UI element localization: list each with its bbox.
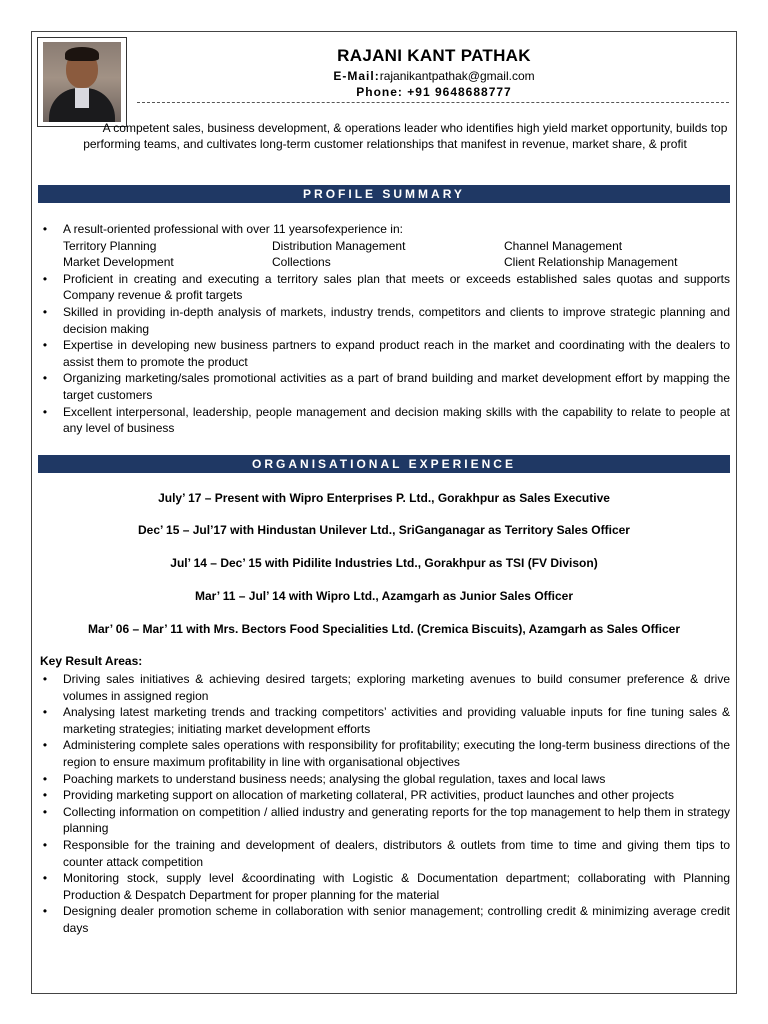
- list-item: [40, 903, 730, 936]
- kra-point: Providing marketing support on allocation of marketing collateral, PR activities, product launches and other projects: [63, 788, 674, 803]
- list-item: [40, 671, 730, 704]
- kra-point: Monitoring stock, supply level &coordinating with Logistic & Documentation department; collaborating with Planning Production & Despatch Department for proper planning for the material: [63, 871, 730, 902]
- skill-item: Collections: [272, 255, 331, 270]
- kra-point: Administering complete sales operations with responsibility for profitability; executing the long-term business directions of the region to ensure maximum profitability in line with organisational objectives: [63, 738, 730, 769]
- list-item: [40, 271, 730, 304]
- profile-summary-heading: PROFILE SUMMARY: [38, 185, 730, 203]
- experience-heading: ORGANISATIONAL EXPERIENCE: [38, 455, 730, 473]
- list-item: [40, 787, 730, 804]
- list-item: [40, 704, 730, 737]
- skill-item: Distribution Management: [272, 238, 406, 253]
- kra-point: Collecting information on competition / allied industry and generating reports for the top management to help them in strategy planning: [63, 804, 730, 836]
- email-address[interactable]: rajanikantpathak@gmail.com: [379, 69, 535, 83]
- bullet-icon: •: [42, 222, 48, 236]
- experience-role: Jul’ 14 – Dec’ 15 with Pidilite Industries Ltd., Gorakhpur as TSI (FV Divison): [170, 556, 598, 570]
- list-item: [40, 404, 730, 437]
- bullet-icon: •: [42, 705, 48, 720]
- summary-point: Skilled in providing in-depth analysis of markets, industry trends, competitors and clients to improve strategic planning and decision making: [63, 304, 730, 336]
- bullet-icon: •: [42, 788, 48, 803]
- skill-item: Channel Management: [504, 238, 623, 253]
- list-item: [40, 870, 730, 903]
- bullet-icon: •: [42, 771, 48, 786]
- experience-role: Mar’ 06 – Mar’ 11 with Mrs. Bectors Food Specialities Ltd. (Cremica Biscuits), Azamgarh as Sales Officer: [88, 622, 680, 636]
- intro-statement: [42, 120, 728, 152]
- list-item: [40, 837, 730, 870]
- bullet-icon: •: [42, 904, 48, 919]
- portrait-image: [43, 42, 121, 122]
- key-result-areas-heading: Key Result Areas:: [40, 654, 143, 668]
- bullet-icon: •: [42, 837, 48, 852]
- skill-item: Territory Planning: [63, 238, 157, 253]
- email-line: [140, 69, 728, 83]
- list-item: [40, 304, 730, 337]
- bullet-icon: •: [42, 404, 48, 419]
- kra-point: Driving sales initiatives & achieving desired targets; exploring marketing avenues to build consumer preference & drive volumes in assigned region: [63, 672, 730, 703]
- summary-point: Expertise in developing new business partners to expand product reach in the market and coordinating with the dealers to assist them to promote the product: [63, 338, 730, 369]
- summary-lead: A result-oriented professional with over 11 yearsofexperience in:: [63, 222, 403, 236]
- summary-point: Proficient in creating and executing a territory sales plan that meets or exceeds established sales quotas and supports Company revenue & profit targets: [63, 271, 730, 303]
- experience-role: July’ 17 – Present with Wipro Enterprises P. Ltd., Gorakhpur as Sales Executive: [158, 491, 610, 505]
- kra-point: Responsible for the training and development of dealers, distributors & outlets from time to time and giving them tips to counter attack competition: [63, 837, 730, 869]
- phone-label: Phone:: [356, 85, 403, 99]
- kra-point: Analysing latest marketing trends and tracking competitors’ activities and providing valuable inputs for fine tuning sales & marketing strategies; initiating market development efforts: [63, 705, 730, 736]
- list-item: [40, 771, 730, 788]
- intro-text: A competent sales, business development, & operations leader who identifies high yield market opportunity, builds top performing teams, and cultivates long-term customer relationships that manifest in revenue, market share, & profit: [83, 121, 728, 151]
- skill-item: Market Development: [63, 255, 174, 270]
- header-divider: [137, 102, 729, 103]
- bullet-icon: •: [42, 271, 48, 286]
- bullet-icon: •: [42, 304, 48, 319]
- skills-grid: [63, 238, 730, 271]
- bullet-icon: •: [42, 738, 48, 753]
- bullet-icon: •: [42, 371, 48, 386]
- list-item: [40, 370, 730, 403]
- profile-summary-list: [40, 221, 730, 437]
- bullet-icon: •: [42, 338, 48, 353]
- list-item: [40, 737, 730, 770]
- list-item: [40, 804, 730, 837]
- phone-line: [140, 85, 728, 99]
- key-result-areas-list: [40, 671, 730, 937]
- phone-number: +91 9648688777: [407, 85, 512, 99]
- email-label: E-Mail:: [333, 69, 380, 83]
- summary-point: Organizing marketing/sales promotional activities as a part of brand building and market development effort by mapping the target customers: [63, 371, 730, 402]
- candidate-name: RAJANI KANT PATHAK: [337, 46, 531, 65]
- kra-point: Poaching markets to understand business needs; analysing the global regulation, taxes and local laws: [63, 771, 606, 786]
- skill-item: Client Relationship Management: [504, 255, 678, 270]
- kra-point: Designing dealer promotion scheme in collaboration with senior management; controlling credit & minimizing average credit days: [63, 904, 730, 935]
- profile-photo: [37, 37, 127, 127]
- list-item: [40, 337, 730, 370]
- bullet-icon: •: [42, 804, 48, 819]
- experience-role: Dec’ 15 – Jul’17 with Hindustan Unilever Ltd., SriGanganagar as Territory Sales Officer: [138, 523, 630, 537]
- experience-role: Mar’ 11 – Jul’ 14 with Wipro Ltd., Azamgarh as Junior Sales Officer: [194, 589, 573, 603]
- list-item: [40, 221, 730, 271]
- bullet-icon: •: [42, 871, 48, 886]
- summary-point: Excellent interpersonal, leadership, people management and decision making skills with the capability to relate to people at any level of business: [63, 404, 730, 436]
- bullet-icon: •: [42, 672, 48, 686]
